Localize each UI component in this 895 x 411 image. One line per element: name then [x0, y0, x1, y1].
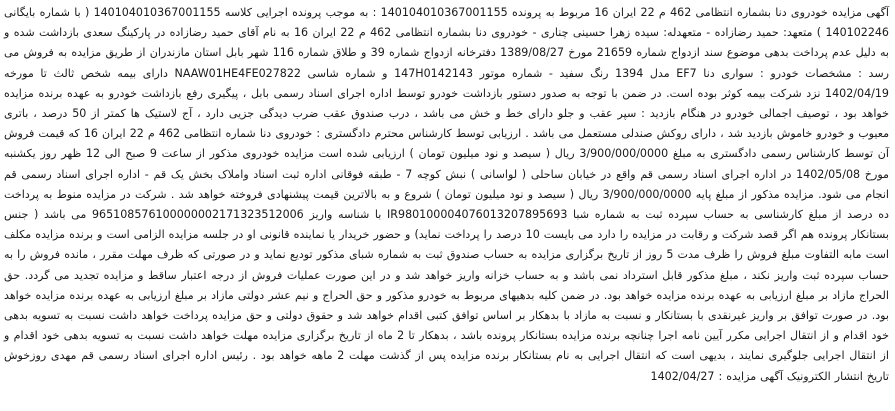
auction-notice-text: آگهی مزایده خودروی دنا بشماره انتظامی 462 م 22 ایران 16 مربوط به پرونده 140104010367001155 : به موجب پرونده اجرایی کلاسه 140104010367001155 ( با شماره بایگانی 140102246 ) متعهد: حمید رضازاده - متعهدله: سیده زهرا حسینی چناری - خودروی دنا بشماره انتظامی 462 م 22 ایران 16 به نام آقای حمید رضازاده در پارکینگ سعدی بازداشت شده و به دلیل عدم پرداخت بدهی موضوع سند ازدواج شماره 21659 مورخ 1389/08/27 دفترخانه ازدواج شماره 39 و طلاق شماره 116 شهر بابل استان مازندران از طریق مزایده به فروش می رسد : مشخصات خودرو : سواری دنا EF7 مدل 1394 رنگ سفید - شماره موتور 147H0142143 و شماره شاسی NAAW01HE4FE027822 دارای بیمه شخص ثالث تا مورخه 1402/04/19 نزد شرکت بیمه کوثر بوده است. در ضمن با توجه به صدور دستور بازداشت خودرو توسط اداره اجرای اسناد رسمی بابل ، پیگیری رفع بازداشت خودرو به عهده برنده مزایده خواهد بود ، توصیف اجمالی خودرو در هنگام بازدید : سپر عقب و جلو دارای خط و خش می باشد ، درب صندوق عقب ضرب دیدگی جزیی دارد ، آج لاستیک ها کمتر از 50 درصد ، باتری معیوب و خودرو خاموش بازدید شد ، دارای روکش صندلی مستعمل می باشد . ارزیابی توسط کارشناس محترم دادگستری : خودروی دنا شماره انتظامی 462 م 22 ایران 16 که قیمت فروش آن توسط کارشناس رسمی دادگستری به مبلغ 3/900/000/0000 ریال ( سیصد و نود میلیون تومان ) ارزیابی شده است مزایده خودروی مذکور از ساعت 9 صبح الی 12 ظهر روز یکشنبه مورخ 1402/05/08 در اداره اجرای اسناد رسمی قم واقع در خیابان ساحلی ( لواسانی ) نبش کوچه 7 - طبقه فوقانی اداره ثبت اسناد واملاک بخش یک قم - اداره اجرای اسناد رسمی قم انجام می شود. مزایده مذکور از مبلغ پایه 3/900/000/0000 ریال ( سیصد و نود میلیون تومان ) شروع و به بالاترین قیمت پیشنهادی فروخته خواهد شد . شرکت در مزایده منوط به پرداخت ده درصد از مبلغ کارشناسی به حساب سپرده ثبت به شماره شبا IR980100004076013207895693 با شناسه واریز 965108576100000002171323512006 می باشد ( جنس بستانکار پرونده هم اگر قصد شرکت و رقابت در مزایده را دارد می بایست 10 درصد را پرداخت نماید) و حضور خریدار یا نماینده قانونی او در جلسه مزایده الزامی است و برنده مزایده مکلف است مابه التفاوت مبلغ فروش را ظرف مدت 5 روز از تاریخ برگزاری مزایده به حساب صندوق ثبت به شماره شبای مذکور تودیع نماید و در صورتی که ظرف مهلت مقرر ، مانده فروش را به حساب سپرده ثبت واریز نکند ، مبلغ مذکور قابل استرداد نمی باشد و به حساب خزانه واریز خواهد شد و در این صورت عملیات فروش از درجه اعتبار ساقط و مزایده تجدید می گردد. حق الحراج مازاد بر مبلغ ارزیابی به عهده برنده مزایده خواهد بود. در ضمن کلیه بدهیهای مربوط به خودرو مذکور و حق الحراج و نیم عشر دولتی مازاد بر مبلغ ارزیابی به عهده برنده مزایده خواهد بود. در صورت توافق بر واریز غیرنقدی با بستانکار و نسبت به مازاد با بدهکار بر اساس توافق کتبی اقدام خواهد شد و حقوق دولتی و حق مزایده پرداخت خواهد داشت نسبت به تسویه بدهی خود اقدام و از انتقال اجرایی مکرر آیین نامه اجرا چنانچه برنده مزایده بستانکار پرونده باشد ، بدهکار تا 2 ماه از تاریخ برگزاری مزایده مهلت خواهد داشت نسبت به تسویه بدهی خود اقدام و از انتقال اجرایی جلوگیری نمایند ، بدیهی است که انتقال اجرایی به نام بستانکار برنده مزایده پس از گذشت مهلت 2 ماهه خواهد بود . رئیس اداره اجرای اسناد رسمی قم مهدی روزخوش تاریخ انتشار الکترونیک آگهی مزایده : 1402/04/27 [4, 6, 890, 383]
